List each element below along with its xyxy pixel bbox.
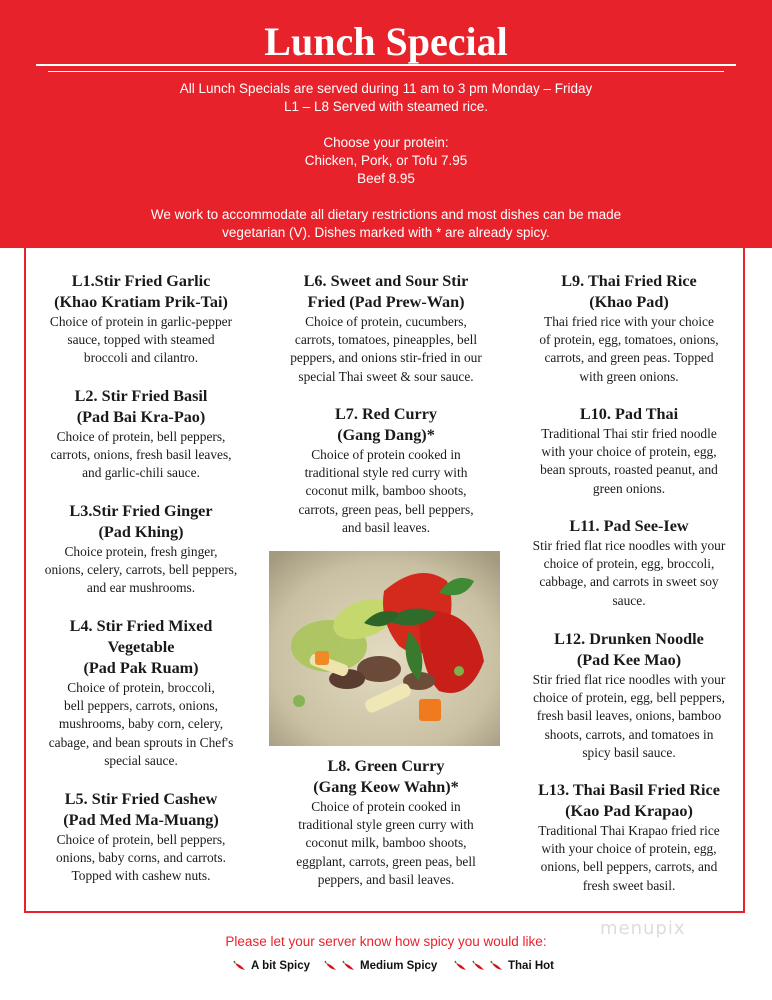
spice-level-hot: [454, 960, 554, 972]
dish-desc: Stir fried flat rice noodles with your: [532, 672, 726, 687]
chili-pepper-icon: [454, 960, 468, 972]
dish-desc: Thai fried rice with your choice: [544, 314, 714, 329]
dish-name: L7. Red Curry: [334, 405, 438, 423]
dish-desc: carrots, and green peas. Topped: [544, 350, 714, 366]
lunch-info: [0, 80, 772, 242]
dish-name: L5. Stir Fried Cashew: [64, 790, 218, 808]
title-rule-top: [36, 64, 736, 66]
rice-line: L1 – L8 Served with steamed rice.: [283, 99, 489, 114]
dish-desc: onions, celery, carrots, bell peppers,: [44, 562, 238, 578]
spice-level-mild: [233, 960, 310, 972]
dish-l11: [509, 516, 749, 610]
dish-desc: special sauce.: [104, 752, 178, 768]
dish-desc: bean sprouts, roasted peanut, and: [540, 462, 718, 478]
dish-desc: Choice protein, fresh ginger,: [64, 544, 218, 559]
dish-l9: [509, 271, 749, 386]
dish-name: L13. Thai Basil Fried Rice: [538, 781, 720, 799]
dish-desc: bell peppers, carrots, onions,: [64, 698, 218, 714]
dish-desc: traditional style green curry with: [298, 817, 474, 833]
dietary-line-1: We work to accommodate all dietary restrictions and most dishes can be made: [150, 207, 622, 222]
dish-desc: Choice of protein cooked in: [311, 447, 461, 462]
dish-thai-name: (Kao Pad Krapao): [565, 802, 693, 820]
dish-desc: peppers, and onions stir-fried in our: [290, 350, 482, 366]
dish-l1: [26, 271, 256, 368]
dish-thai-name: (Pad Bai Kra-Pao): [76, 408, 206, 426]
dish-thai-name: (Pad Khing): [98, 523, 184, 541]
dish-desc: eggplant, carrots, green peas, bell: [296, 853, 476, 869]
dish-desc: broccoli and cilantro.: [83, 350, 199, 366]
spice-note: Please let your server know how spicy you would like:: [225, 934, 547, 949]
dish-desc: of protein, egg, tomatoes, onions,: [539, 332, 719, 348]
spice-level-medium: [324, 960, 437, 972]
chili-pepper-icon: [342, 960, 356, 972]
dish-desc: Choice of protein, bell peppers,: [56, 429, 226, 444]
dish-name: L3.Stir Fried Ginger: [69, 502, 213, 520]
dish-name: L4. Stir Fried Mixed: [69, 617, 213, 635]
dish-desc: and garlic-chili sauce.: [82, 465, 200, 481]
dish-desc: traditional style red curry with: [304, 465, 468, 481]
dish-l4: [26, 616, 256, 770]
dish-desc: green onions.: [592, 480, 666, 496]
dish-desc: coconut milk, bamboo shoots,: [305, 835, 467, 851]
dish-thai-name: (Gang Dang)*: [337, 426, 435, 444]
dish-desc: carrots, onions, fresh basil leaves,: [50, 447, 232, 463]
dish-name: L12. Drunken Noodle: [554, 630, 704, 648]
dish-desc: Topped with cashew nuts.: [71, 868, 211, 884]
dish-desc: sauce.: [612, 592, 646, 608]
dish-desc: and basil leaves.: [341, 519, 431, 535]
dish-name: L1.Stir Fried Garlic: [71, 272, 211, 290]
dish-desc: with your choice of protein, egg,: [541, 444, 717, 460]
dish-desc: Choice of protein, cucumbers,: [305, 314, 467, 329]
dish-desc: fresh sweet basil.: [582, 877, 676, 893]
dish-name: L9. Thai Fried Rice: [561, 272, 697, 290]
dish-thai-name: (Gang Keow Wahn)*: [313, 778, 459, 796]
dish-desc: special Thai sweet & sour sauce.: [298, 368, 474, 384]
spice-label: Medium Spicy: [360, 960, 438, 972]
dish-l5: [26, 789, 256, 886]
spice-label: Thai Hot: [508, 960, 554, 972]
dish-name: L11. Pad See-Iew: [569, 517, 689, 535]
menupix-watermark: menupix: [600, 918, 686, 939]
dish-desc: cabage, and bean sprouts in Chef's: [48, 734, 234, 750]
dish-desc: fresh basil leaves, onions, bamboo: [536, 708, 722, 724]
dish-desc: shoots, carrots, and tomatoes in: [544, 726, 714, 742]
dish-desc: Choice of protein, broccoli,: [67, 680, 215, 695]
dish-desc: Traditional Thai Krapao fried rice: [538, 823, 720, 838]
dish-desc: choice of protein, egg, bell peppers,: [533, 690, 725, 706]
chili-pepper-icon: [490, 960, 504, 972]
dish-l2: [26, 386, 256, 483]
page-title: Lunch Special: [264, 19, 508, 64]
protein-price-2: Beef 8.95: [357, 171, 415, 186]
chili-pepper-icon: [472, 960, 486, 972]
dish-l12: [509, 629, 749, 762]
dish-l13: [509, 780, 749, 895]
dish-name-cont: Vegetable: [107, 638, 175, 656]
dish-l7: [266, 404, 506, 537]
spice-legend: [0, 960, 772, 980]
dish-thai-name: (Pad Pak Ruam): [83, 659, 199, 677]
dish-name: L6. Sweet and Sour Stir: [303, 272, 469, 290]
dish-desc: peppers, and basil leaves.: [317, 871, 455, 887]
dish-desc: and ear mushrooms.: [86, 580, 196, 596]
dietary-line-2: vegetarian (V). Dishes marked with * are already spicy.: [222, 225, 550, 240]
dish-desc: mushrooms, baby corn, celery,: [58, 716, 224, 732]
dish-l6: [266, 271, 506, 386]
dish-desc: coconut milk, bamboo shoots,: [305, 483, 467, 499]
dish-l8: [266, 756, 506, 889]
dish-desc: sauce, topped with steamed: [67, 332, 215, 348]
dish-desc: carrots, tomatoes, pineapples, bell: [294, 332, 478, 348]
dish-l10: [509, 404, 749, 498]
dish-desc: cabbage, and carrots in sweet soy: [539, 574, 719, 590]
dish-desc: onions, baby corns, and carrots.: [56, 850, 226, 866]
curry-illustration: [269, 551, 500, 746]
title-rule-bottom: [48, 71, 724, 72]
dish-name: L2. Stir Fried Basil: [74, 387, 208, 405]
dish-thai-name: (Khao Pad): [589, 293, 669, 311]
dish-desc: Choice of protein, bell peppers,: [56, 832, 226, 847]
dish-desc: Stir fried flat rice noodles with your: [532, 538, 726, 553]
header-banner: [0, 0, 772, 248]
dish-desc: onions, bell peppers, carrots, and: [540, 859, 718, 875]
dish-desc: Choice of protein cooked in: [311, 799, 461, 814]
protein-heading: Choose your protein:: [323, 135, 449, 150]
dish-thai-name: Fried (Pad Prew-Wan): [307, 293, 465, 311]
dish-thai-name: (Khao Kratiam Prik-Tai): [54, 293, 228, 311]
dish-desc: with your choice of protein, egg,: [541, 841, 717, 857]
dish-desc: Choice of protein in garlic-pepper: [49, 314, 233, 329]
dish-thai-name: (Pad Kee Mao): [576, 651, 682, 669]
dish-name: L10. Pad Thai: [579, 405, 679, 423]
spice-label: A bit Spicy: [251, 960, 310, 972]
dish-desc: carrots, green peas, bell peppers,: [298, 501, 474, 517]
dish-desc: choice of protein, egg, broccoli,: [543, 556, 715, 572]
dish-name: L8. Green Curry: [327, 757, 445, 775]
protein-price-1: Chicken, Pork, or Tofu 7.95: [304, 153, 468, 168]
dish-desc: Traditional Thai stir fried noodle: [541, 426, 717, 441]
hours-line: All Lunch Specials are served during 11 am to 3 pm Monday – Friday: [179, 81, 593, 96]
chili-pepper-icon: [324, 960, 338, 972]
curry-photo: [269, 551, 500, 746]
chili-pepper-icon: [233, 960, 247, 972]
dish-l3: [26, 501, 256, 598]
dish-desc: with green onions.: [579, 368, 679, 384]
dish-desc: spicy basil sauce.: [582, 744, 676, 760]
dish-thai-name: (Pad Med Ma-Muang): [63, 811, 219, 829]
